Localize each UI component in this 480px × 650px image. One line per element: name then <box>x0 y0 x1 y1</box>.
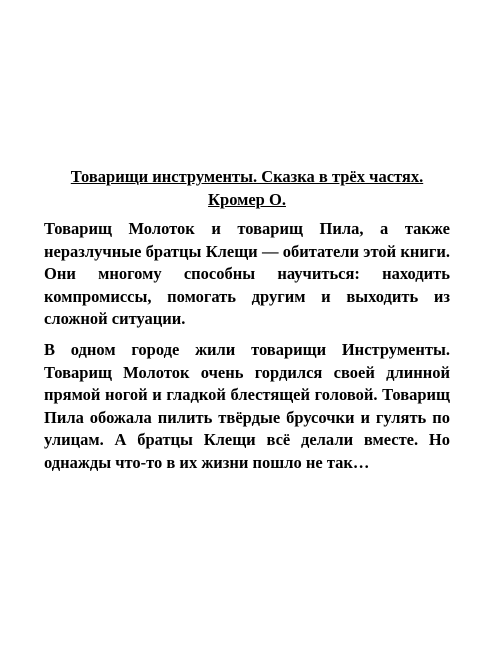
document-page <box>44 165 450 483</box>
document-title: Товарищи инструменты. Сказка в трёх частях. Кромер О. <box>70 167 424 209</box>
paragraph-intro: Товарищ Молоток и товарищ Пила, а также неразлучные братцы Клещи — обитатели этой книги. Они многому способны научиться: находить компромиссы, помогать другим и выходить из сложной ситуации. <box>44 219 450 329</box>
paragraph-story: В одном городе жили товарищи Инструменты. Товарищ Молоток очень гордился своей длинной прямой ногой и гладкой блестящей головой. Товарищ Пила обожала пилить твёрдые брусочки и гулять по улицам. А братцы Клещи всё делали вместе. Но однажды что-то в их жизни пошло не так… <box>44 339 450 472</box>
